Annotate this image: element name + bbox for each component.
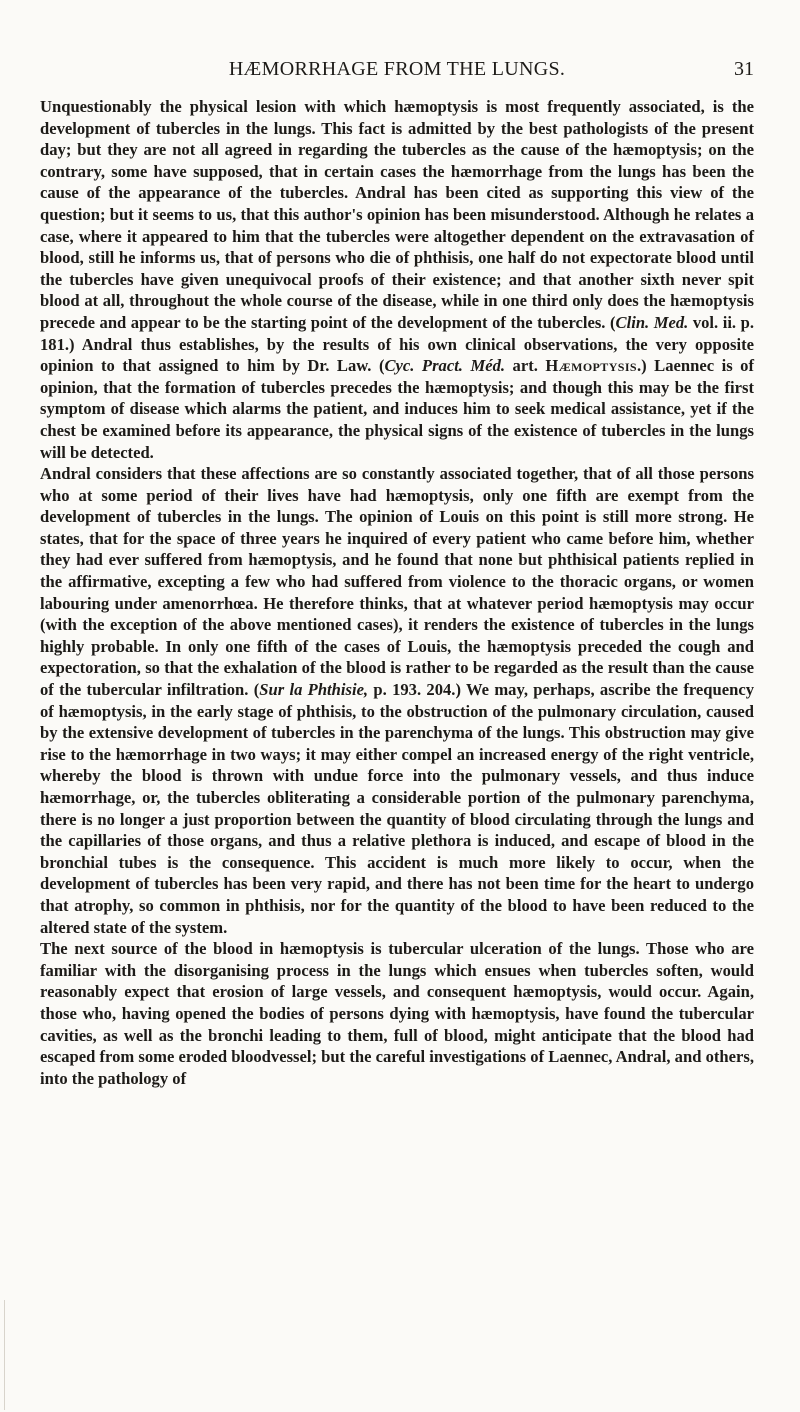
running-header (40, 58, 754, 88)
paragraph-2-text-a: Andral considers that these affections are so constantly associated together, that of all those persons who at some period of their lives have had hæmoptysis, only one fifth are exempt from the development of tubercles in the lungs. The opinion of Louis on this point is still more strong. He states, that for the space of three years he inquired of every patient who came before him, whether they had ever suffered from hæmoptysis, and he found that none but phthisical patients replied in the affirmative, excepting a few who had suffered from violence to the thoracic organs, or women labouring under amenorrhœa. He therefore thinks, that at whatever period hæmoptysis may occur (with the exception of the above mentioned cases), it renders the existence of tubercles in the lungs highly probable. In only one fifth of the cases of Louis, the hæmoptysis preceded the cough and expectoration, so that the exhalation of the blood is rather to be regarded as the result than the cause of the tubercular infiltration. ( (40, 464, 754, 700)
paragraph-2-text-b: p. 193. 204.) We may, perhaps, ascribe the frequency of hæmoptysis, in the early stage of phthisis, to the obstruction of the pulmonary circulation, caused by the extensive development of tubercles in the parenchyma of the lungs. This obstruction may give rise to the hæmorrhage in two ways; it may either compel an increased energy of the right ventricle, whereby the blood is thrown with undue force into the pulmonary vessels, and thus induce hæmorrhage, or, the tubercles obliterating a considerable portion of the pulmonary parenchyma, there is no longer a just proportion between the quantity of blood circulating through the lungs and the capillaries of those organs, and thus a relative plethora is induced, and escape of blood in the bronchial tubes is the consequence. This accident is much more likely to occur, when the development of tubercles has been very rapid, and there has not been time for the heart to undergo that atrophy, so common in phthisis, nor for the quantity of the blood to have been reduced to the altered state of the system. (40, 680, 754, 937)
page-number: 31 (734, 58, 754, 80)
paragraph-1-text-d: .) Laennec is of opinion, that the formation of tubercles precedes the hæmoptysis; and though this may be the first symptom of disease which alarms the patient, and induces him to seek medical assistance, yet if the chest be examined before its appearance, the physical signs of the existence of tubercles in the lungs will be detected. (40, 356, 754, 462)
paragraph-3-text-a: The next source of the blood in hæmoptysis is tubercular ulceration of the lungs. Those who are familiar with the disorganising process in the lungs which ensues when tubercles soften, would reasonably expect that erosion of large vessels, and consequent hæmoptysis, would occur. Again, those who, having opened the bodies of persons dying with hæmoptysis, have found the tubercular cavities, as well as the bronchi leading to them, full of blood, might anticipate that the blood had escaped from some eroded bloodvessel; but the careful investigations of Laennec, Andral, and others, into the pathology of (40, 939, 754, 1088)
running-title: HÆMORRHAGE FROM THE LUNGS. (228, 58, 566, 80)
paragraph-1 (40, 96, 754, 463)
citation-article-haemoptysis: Hæmoptysis (545, 356, 637, 376)
body-text (40, 96, 754, 1089)
citation-cyc-pract-med: Cyc. Pract. Méd. (384, 356, 506, 376)
gutter-shadow (4, 1300, 5, 1410)
paragraph-3 (40, 938, 754, 1089)
paragraph-1-text-b: vol. ii. p. 181.) Andral thus establishes, by the results of his own clinical observations, the very opposite opinion to that assigned to him by Dr. Law. ( (40, 312, 754, 376)
citation-sur-la-phthisie: Sur la Phthisie, (259, 680, 369, 700)
paragraph-1-text-c: art. (505, 356, 546, 376)
citation-clin-med: Clin. Med. (615, 312, 689, 332)
paragraph-1-text-a: Unquestionably the physical lesion with which hæmoptysis is most frequently associated, is the development of tubercles in the lungs. This fact is admitted by the best pathologists of the present day; but they are not all agreed in regarding the tubercles as the cause of the hæmoptysis; on the contrary, some have supposed, that in certain cases the hæmorrhage from the lungs has been the cause of the appearance of the tubercles. Andral has been cited as supporting this view of the question; but it seems to us, that this author's opinion has been misunderstood. Although he relates a case, where it appeared to him that the tubercles were altogether dependent on the extravasation of blood, still he informs us, that of persons who die of phthisis, one half do not expectorate blood until the tubercles have given unequivocal proofs of their existence; and that another sixth never spit blood at all, throughout the whole course of the disease, while in one third only does the hæmoptysis precede and appear to be the starting point of the development of the tubercles. ( (40, 97, 754, 332)
paragraph-2 (40, 463, 754, 938)
